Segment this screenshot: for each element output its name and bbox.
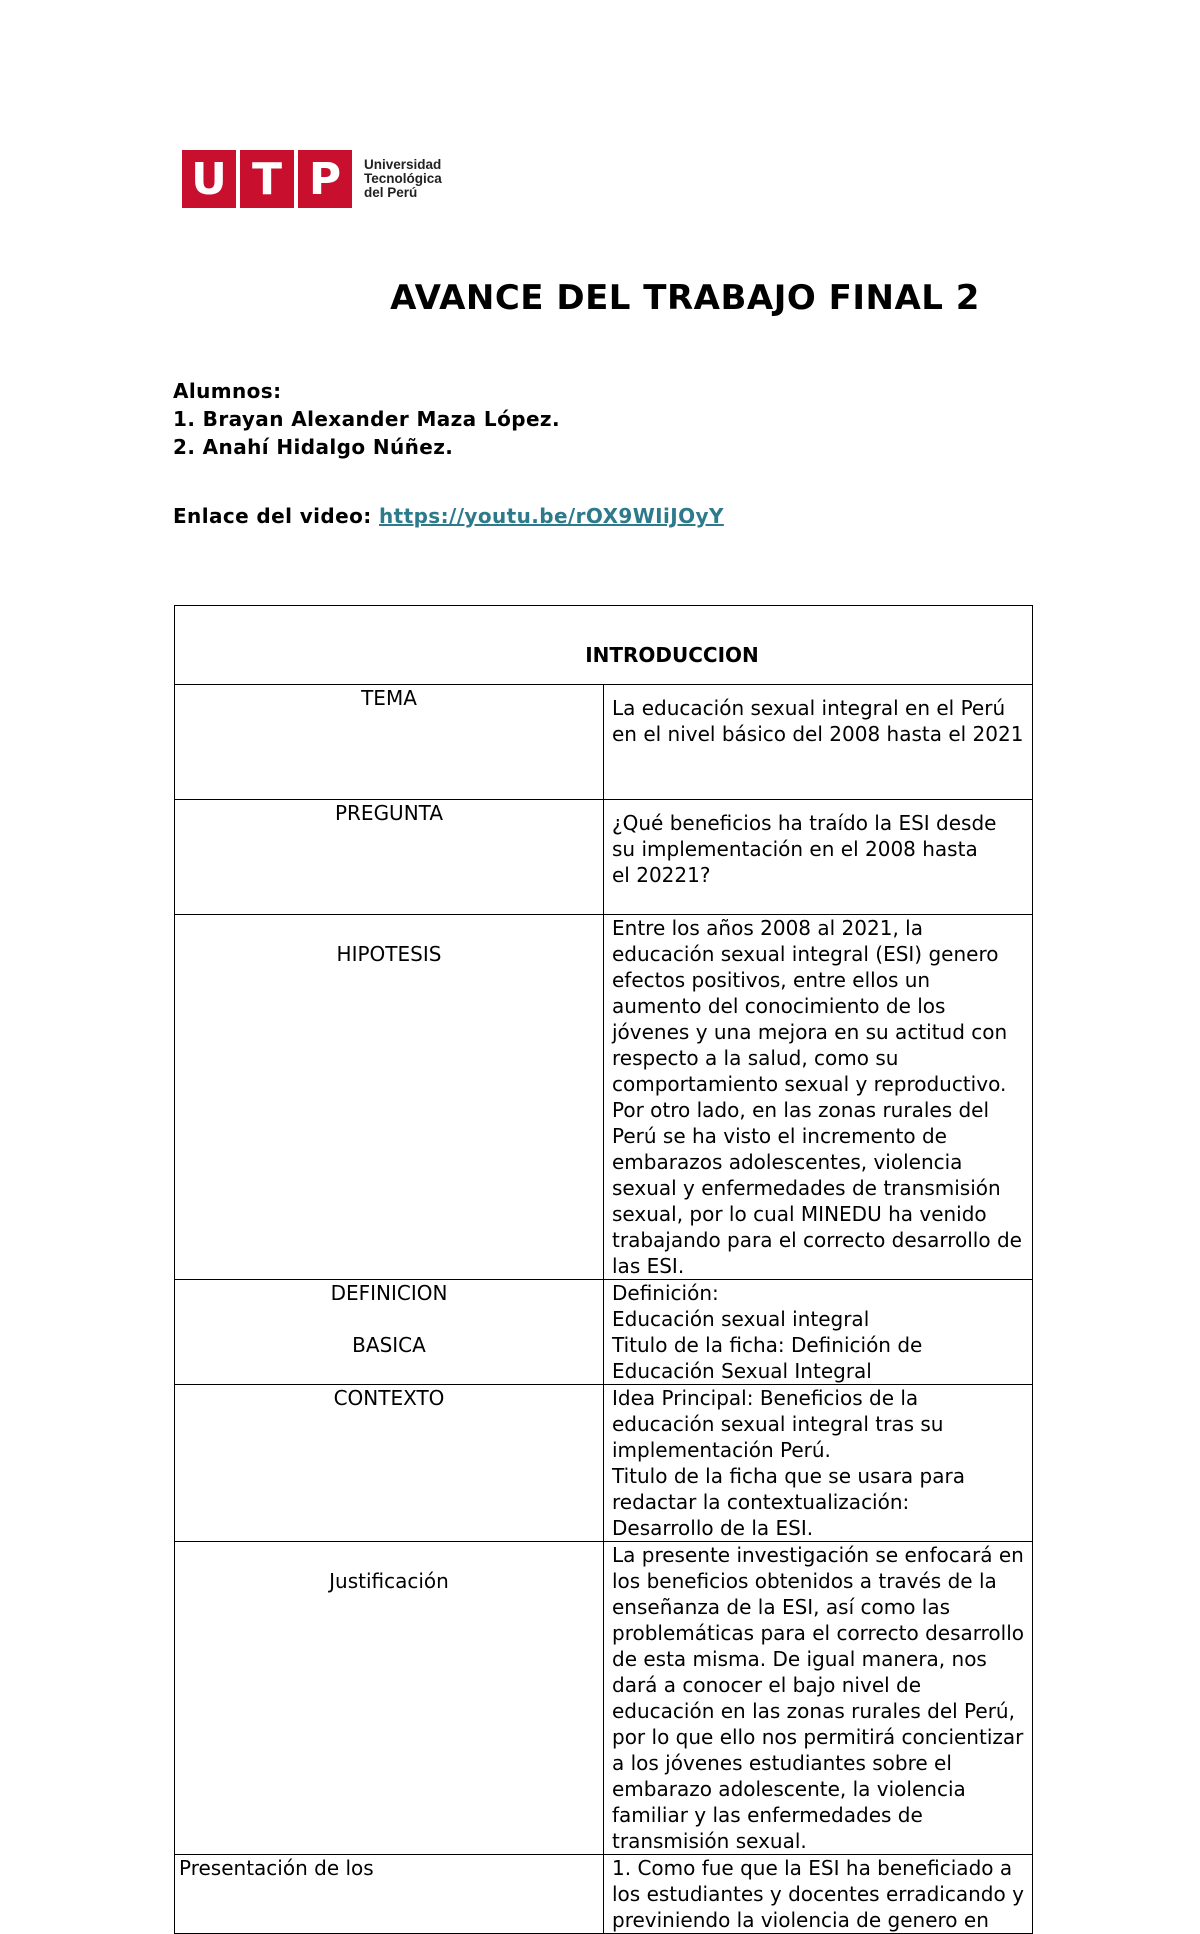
table-row	[175, 800, 1033, 915]
video-label: Enlace del video:	[173, 504, 372, 528]
row-label-tema: TEMA	[175, 685, 604, 800]
row-label-definicion: DEFINICION BASICA	[175, 1280, 604, 1385]
logo-letter-p: P	[298, 150, 352, 208]
row-label-contexto: CONTEXTO	[175, 1385, 604, 1542]
table-row	[175, 1385, 1033, 1542]
student-1: 1. Brayan Alexander Maza López.	[173, 407, 560, 431]
table-heading: INTRODUCCION	[175, 606, 1033, 685]
row-content-contexto: Idea Principal: Beneficios de la educación sexual integral tras su implementación Perú. Titulo de la ficha que se usara para redactar la contextualización: Desarrollo de la ESI.	[604, 1385, 1033, 1542]
video-link-line	[173, 504, 724, 528]
table-row	[175, 685, 1033, 800]
logo-line-2: Tecnológica	[364, 171, 442, 186]
video-link[interactable]: https://youtu.be/rOX9WIiJOyY	[379, 504, 724, 528]
table-heading-row	[175, 606, 1033, 685]
table-row	[175, 1542, 1033, 1855]
table-row	[175, 1280, 1033, 1385]
table-row	[175, 1855, 1033, 1934]
row-label-hipotesis: HIPOTESIS	[175, 915, 604, 1280]
intro-table	[174, 605, 1033, 1934]
row-label-presentacion: Presentación de los	[175, 1855, 604, 1934]
logo-letter-u: U	[182, 150, 236, 208]
logo-wordmark	[364, 158, 442, 200]
utp-logo	[182, 150, 442, 208]
document-title: AVANCE DEL TRABAJO FINAL 2	[390, 278, 980, 318]
row-content-tema: La educación sexual integral en el Perú en el nivel básico del 2008 hasta el 2021	[604, 685, 1033, 800]
row-label-justificacion: Justificación	[175, 1542, 604, 1855]
logo-letter-t: T	[240, 150, 294, 208]
logo-line-1: Universidad	[364, 157, 442, 172]
table-row	[175, 915, 1033, 1280]
row-label-pregunta: PREGUNTA	[175, 800, 604, 915]
row-content-pregunta: ¿Qué beneficios ha traído la ESI desde su implementación en el 2008 hasta el 20221?	[604, 800, 1033, 915]
row-content-hipotesis: Entre los años 2008 al 2021, la educación sexual integral (ESI) genero efectos positivos, entre ellos un aumento del conocimiento de los jóvenes y una mejora en su actitud con respecto a la salud, como su comportamiento sexual y reproductivo. Por otro lado, en las zonas rurales del Perú se ha visto el incremento de embarazos adolescentes, violencia sexual y enfermedades de transmisión sexual, por lo cual MINEDU ha venido trabajando para el correcto desarrollo de las ESI.	[604, 915, 1033, 1280]
row-content-definicion: Definición: Educación sexual integral Titulo de la ficha: Definición de Educación Sexual Integral	[604, 1280, 1033, 1385]
students-block	[173, 377, 560, 461]
logo-line-3: del Perú	[364, 185, 418, 200]
row-content-justificacion: La presente investigación se enfocará en los beneficios obtenidos a través de la enseñanza de la ESI, así como las problemáticas para el correcto desarrollo de esta misma. De igual manera, nos dará a conocer el bajo nivel de educación en las zonas rurales del Perú, por lo que ello nos permitirá concientizar a los jóvenes estudiantes sobre el embarazo adolescente, la violencia familiar y las enfermedades de transmisión sexual.	[604, 1542, 1033, 1855]
students-label: Alumnos:	[173, 379, 282, 403]
row-content-presentacion: 1. Como fue que la ESI ha beneficiado a los estudiantes y docentes erradicando y previniendo la violencia de genero en	[604, 1855, 1033, 1934]
student-2: 2. Anahí Hidalgo Núñez.	[173, 435, 454, 459]
